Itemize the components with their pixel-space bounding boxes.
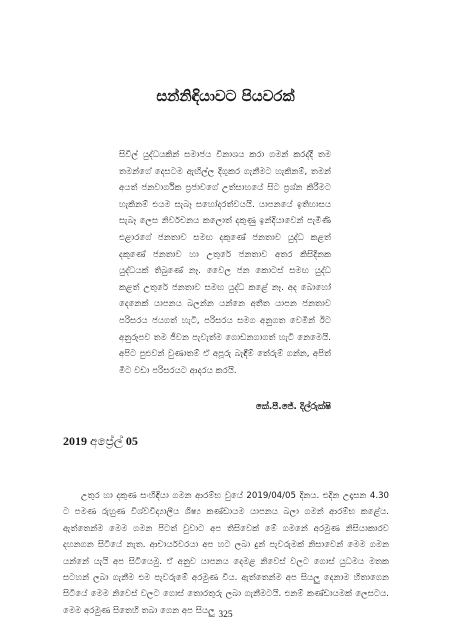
date-year: 2019 [63,434,87,448]
body-paragraph: උතුර හා දකුණ සංහිඳියා ගමන ආරම්භ වුයේ 2019/04/05 දිනය. එදින උදෑසන 4.30 ට පමණ රුහුණ විශ්වවිද්‍යාලීය ශිෂ්‍ය කණ්ඩායම යාපනය බලා ගමන් ආරම්භ කළේය. ඇත්තෙන්ම මෙම ගමන පිටත් වුවාට අප තිසිවෙක් මේ ගමනේ අරමුණ නිසියාකාරව දහනගන සිටියේ නැත. ආචාර්යවරයා අප හට ලබා දුන් පැවරුමක් නිසාවෙන් මෙම ගමන යන්නේ යැයි අප සිටියෙමු. ඒ අනුව යාපනය දෙමළ නිවෙස් වලට ගොස් යුධමය මතක සටහන් ලබා ගැනීම එම පැවරුමේ අරමුණ විය. ඇත්තෙන්ම අප සියලු දෙනාම හිතාගෙන සිටියේ මෙම නිවෙස් වලට ගොස් තොරතුරු ලබා ගැනීමටයි. එනම් කණ්ඩායමක් ලෙසටය. මෙම අරමුණ සිතෙහි තබා ගෙන අප සියලු [63,491,389,616]
epigraph-author: කේ.පී.ජේ. දිල්රුක්ෂි [255,402,331,412]
date-day: 05 [125,434,138,448]
epigraph-quote [119,147,331,379]
date-month: අප්‍රේල් [90,434,123,448]
page-number: 325 [218,610,233,620]
epigraph-text: සිවිල් යුද්ධයකින් සමාජය විනාශය කරා ගමන් කරද්දී තම තමන්ගේ දෙසටම ඇඟිල්ල දිගුකර ගැනීමට හැකිනම්, තමන් අයත් ජනවාර්ගික ප්‍රජාවගේ උත්සාහයේ සිට ප්‍රශ්න කිරීමට හැකිනම් එයම සැබෑ සහෝදරත්වයයි. යාපනයේ ඉතිහාසය සැබෑ ලෙස නිර්වචනය කලොත් දකුණු ඉන්දියාවෙන් පැමිණි එළාරගේ ජනතාව සමඟ දකුණේ ජනතාව යුද්ධ කළත් දකුණේ ජනතාව හා උතුරේ ජනතාව අතර කිසිදිනක යුද්ධයක් තිබුණේ නෑ. වෛල ජන කොටස් සමඟ යුද්ධ කළත් උතුරේ ජනතාව සමඟ යුද්ධ කළේ නෑ. අද බොහෝ දෙනෙක් යාපනය බලන්න යන්නෙ අතීත යාපන ජනතාව පරිසරය ජයගත් හැටි, පරිසරය සමග අනුගත වෙමින් ඊට අනුරූපව තම ජීවන පැවැත්ම ගොඩනගාගත් හැටි නෙමෙයි. අපිට පුළුවන් වුණාතම් ඒ අපූරු බැඳීම් තේරුම් ගන්න, අපිත් මීට වඩා පරිසරයට ආදරය කරයි. [119,150,331,376]
section-date [63,433,138,449]
page-title: සන්නිඳියාවට පියවරක් [156,87,295,105]
body-text [63,488,389,619]
